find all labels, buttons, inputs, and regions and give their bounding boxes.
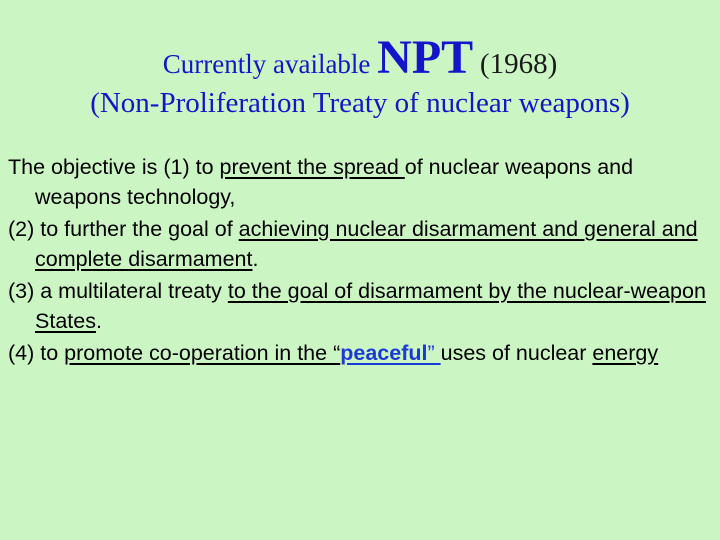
objective-4-text: (4) to	[8, 341, 65, 365]
objective-1-text: The objective is (1) to	[8, 155, 220, 179]
objective-3-rest: .	[95, 309, 102, 333]
objective-4-mid: uses of nuclear	[440, 341, 593, 365]
objective-4-energy: energy	[592, 341, 659, 365]
objective-2	[8, 214, 714, 274]
objective-2-underlined: achieving nuclear disarmament and general and complete disarmament	[35, 217, 698, 271]
objective-4-underlined: promote co-operation in the “	[64, 341, 341, 365]
objective-3	[8, 276, 714, 336]
objective-1-underlined: prevent the spread	[219, 155, 405, 179]
objective-2-text: (2) to further the goal of	[8, 217, 239, 241]
title-line	[0, 30, 720, 85]
objective-3-text: (3) a multilateral treaty	[8, 279, 228, 303]
objective-1	[8, 152, 714, 212]
slide-title	[0, 30, 720, 121]
objective-3-underlined: to the goal of disarmament by the nuclear-weapon States	[35, 279, 706, 333]
title-acronym: NPT	[377, 31, 474, 84]
title-year: (1968)	[479, 48, 558, 80]
objective-1-rest: of nuclear weapons and weapons technology,	[35, 155, 634, 209]
objective-2-rest: .	[252, 247, 259, 271]
objective-4	[8, 338, 714, 368]
objective-4-quote-close: ”	[427, 341, 441, 365]
title-prefix: Currently available	[162, 49, 371, 79]
title-subtitle: (Non-Proliferation Treaty of nuclear weapons)	[90, 87, 630, 120]
objectives-list	[8, 152, 714, 370]
peaceful-highlight: peaceful	[340, 341, 428, 365]
